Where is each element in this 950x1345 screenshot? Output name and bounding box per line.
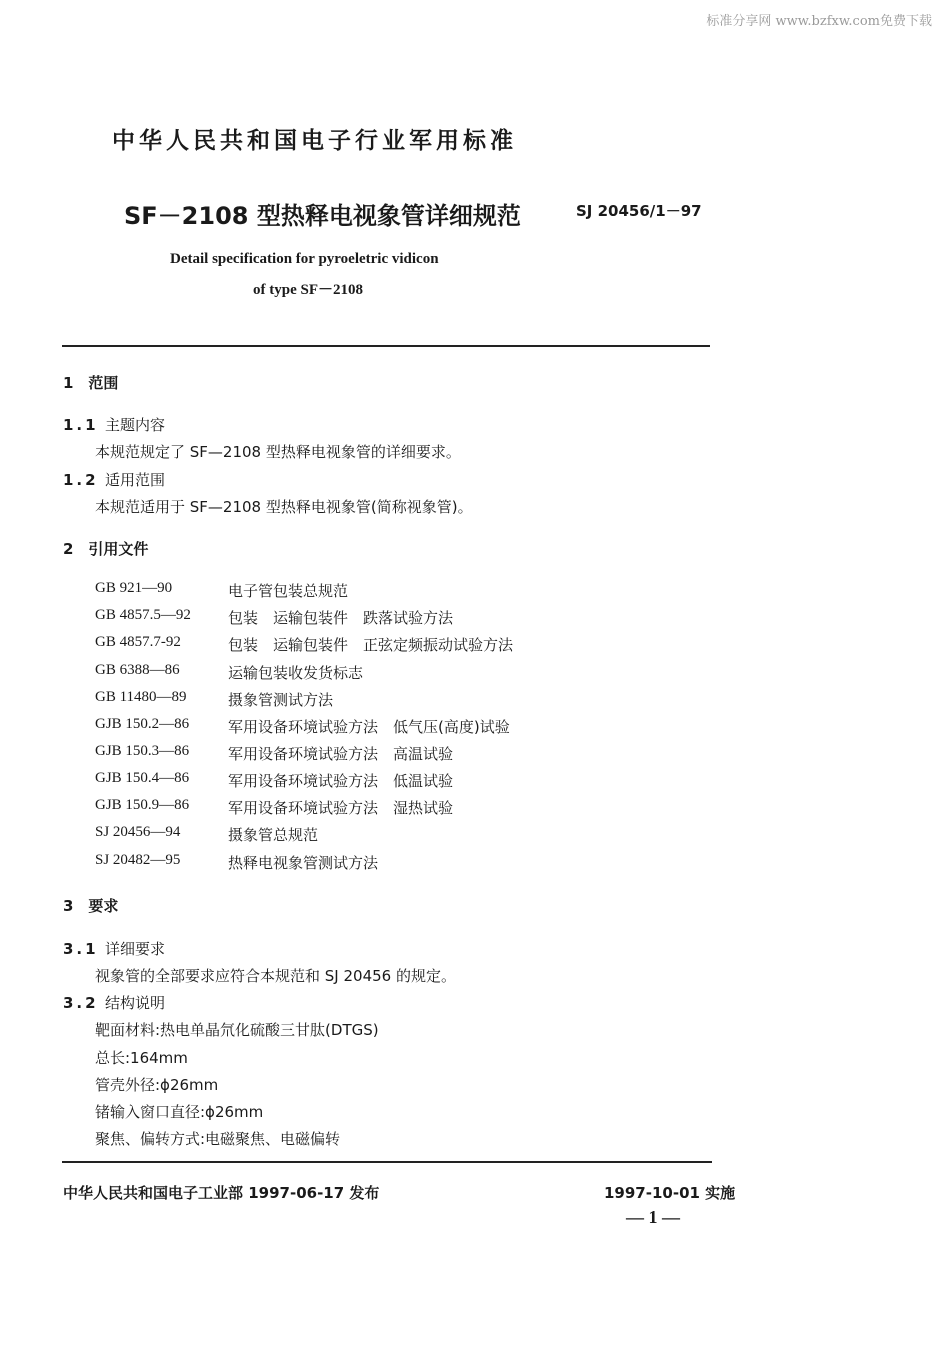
spec-total-length: 总长:164mm (95, 1049, 188, 1067)
watermark-text: 标准分享网 www.bzfxw.com免费下载 (706, 14, 932, 29)
spec-tube-diameter: 管壳外径:ϕ26mm (95, 1076, 219, 1094)
section-3-1-text: 视象管的全部要求应符合本规范和 SJ 20456 的规定。 (95, 967, 456, 985)
reference-code: GJB 150.9—86 (95, 797, 190, 813)
footer-divider (62, 1161, 712, 1163)
reference-title: 摄象管总规范 (228, 826, 319, 844)
reference-code: GB 4857.7-92 (95, 634, 181, 650)
spec-window-diameter: 锗输入窗口直径:ϕ26mm (95, 1103, 264, 1121)
section-number: 3.1 (63, 940, 99, 958)
header-divider (62, 345, 710, 347)
reference-title: 运输包装收发货标志 (228, 664, 364, 682)
publisher-info: 中华人民共和国电子工业部 1997-06-17 发布 (63, 1184, 380, 1202)
section-title: 详细要求 (105, 940, 166, 958)
reference-title: 摄象管测试方法 (228, 691, 334, 709)
document-title: SF－2108 型热释电视象管详细规范 (124, 202, 521, 230)
document-code: SJ 20456/1－97 (576, 202, 702, 220)
section-1-2-heading (63, 469, 165, 490)
section-1-heading: 1 范围 (63, 374, 119, 392)
reference-title: 热释电视象管测试方法 (228, 854, 379, 872)
section-1-1-text: 本规范规定了 SF—2108 型热释电视象管的详细要求。 (95, 443, 461, 461)
section-1-1-heading (63, 414, 165, 435)
spec-target-material: 靶面材料:热电单晶氘化硫酸三甘肽(DTGS) (95, 1021, 379, 1039)
reference-code: GB 6388—86 (95, 662, 180, 678)
reference-code: GJB 150.2—86 (95, 716, 190, 732)
english-title-line-2: of type SF－2108 (253, 282, 363, 298)
reference-title: 包装 运输包装件 正弦定频振动试验方法 (228, 636, 514, 654)
section-number: 3.2 (63, 994, 99, 1012)
section-number: 1.1 (63, 416, 99, 434)
reference-title: 军用设备环境试验方法 高温试验 (228, 745, 454, 763)
standard-category: 中华人民共和国电子行业军用标准 (112, 128, 517, 154)
section-3-1-heading (63, 938, 165, 959)
effective-date: 1997-10-01 实施 (604, 1184, 736, 1202)
reference-title: 电子管包装总规范 (228, 582, 349, 600)
section-3-2-heading (63, 992, 165, 1013)
reference-code: GB 4857.5—92 (95, 607, 191, 623)
english-title-line-1: Detail specification for pyroeletric vidicon (170, 251, 439, 267)
spec-focus-deflection: 聚焦、偏转方式:电磁聚焦、电磁偏转 (95, 1130, 341, 1148)
page-number: — 1 — (626, 1207, 680, 1227)
section-title: 适用范围 (105, 471, 166, 489)
section-title: 主题内容 (105, 416, 166, 434)
section-number: 1.2 (63, 471, 99, 489)
reference-code: SJ 20482—95 (95, 852, 181, 868)
reference-code: GJB 150.3—86 (95, 743, 190, 759)
reference-code: SJ 20456—94 (95, 824, 181, 840)
reference-code: GJB 150.4—86 (95, 770, 190, 786)
section-1-2-text: 本规范适用于 SF—2108 型热释电视象管(简称视象管)。 (95, 498, 473, 516)
section-2-heading: 2 引用文件 (63, 540, 149, 558)
reference-title: 包装 运输包装件 跌落试验方法 (228, 609, 454, 627)
reference-title: 军用设备环境试验方法 湿热试验 (228, 799, 454, 817)
section-title: 结构说明 (105, 994, 166, 1012)
reference-title: 军用设备环境试验方法 低温试验 (228, 772, 454, 790)
reference-title: 军用设备环境试验方法 低气压(高度)试验 (228, 718, 510, 736)
reference-code: GB 921—90 (95, 580, 173, 596)
reference-code: GB 11480—89 (95, 689, 187, 705)
section-3-heading: 3 要求 (63, 897, 119, 915)
